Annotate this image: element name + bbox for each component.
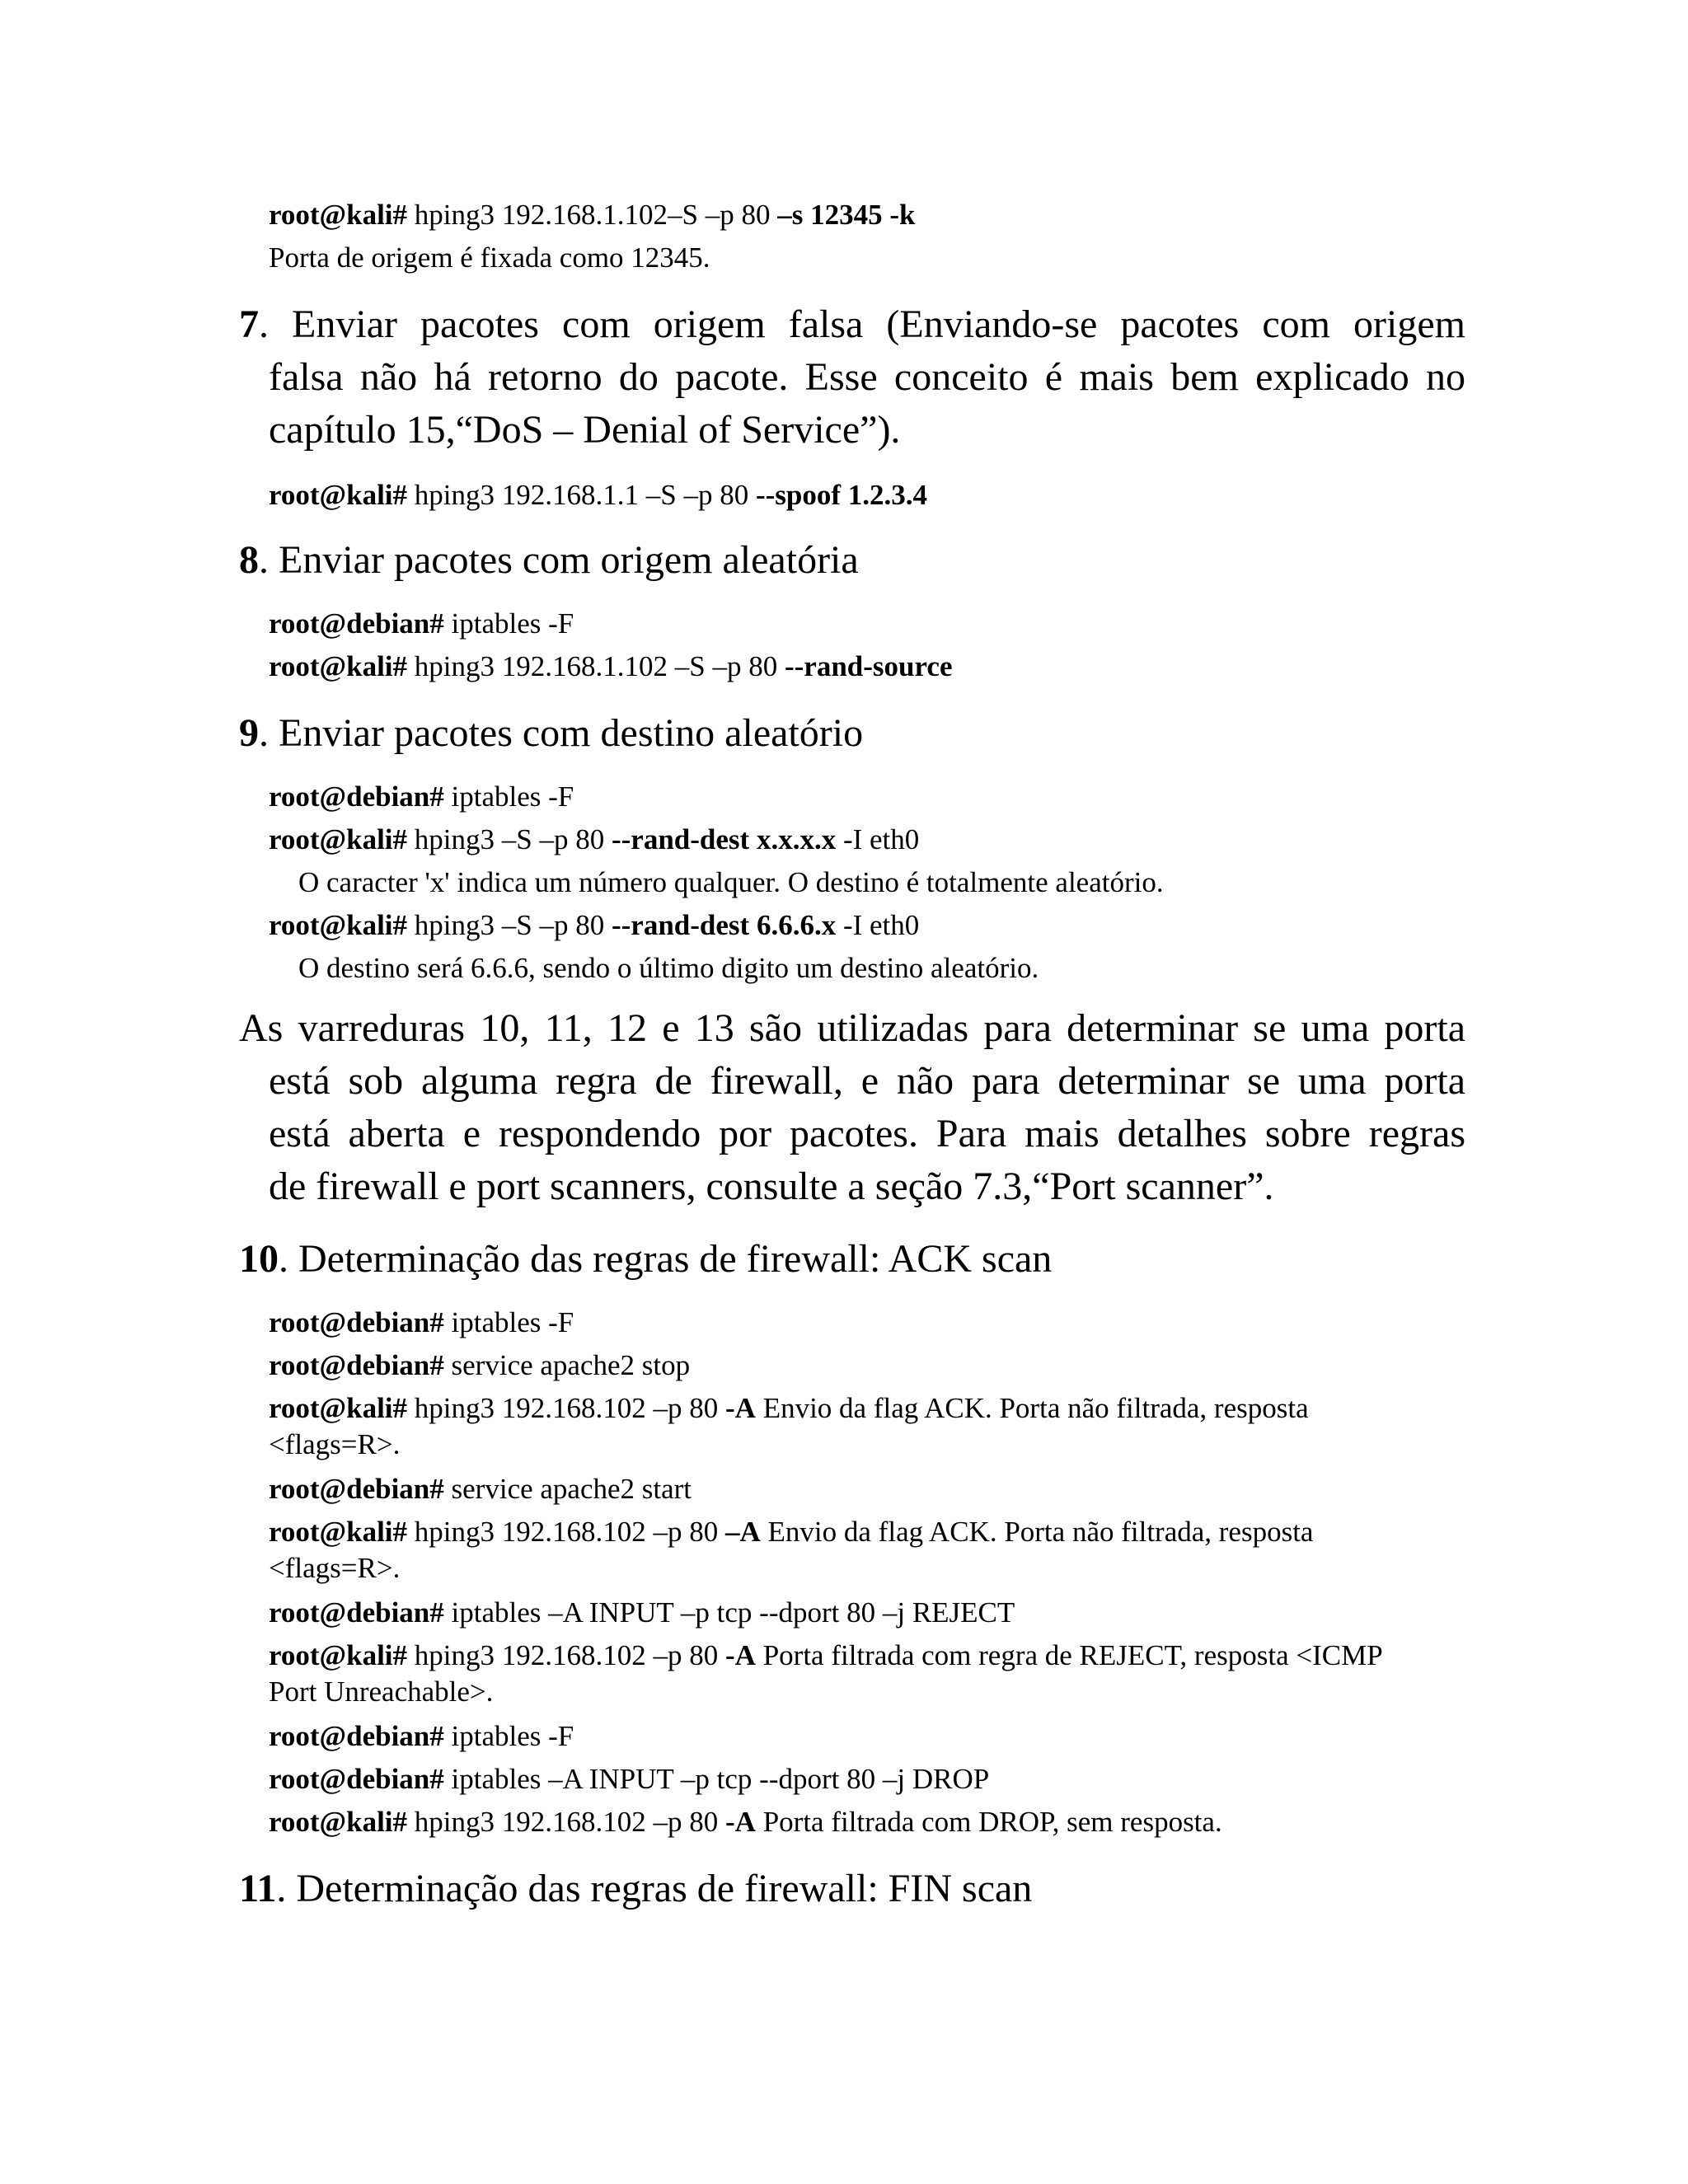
step-8-heading: 8. Enviar pacotes com origem aleatória <box>239 538 859 582</box>
command-line: root@debian# iptables –A INPUT –p tcp --dport 80 –j DROP <box>269 1763 990 1795</box>
command-line: root@debian# iptables -F <box>269 607 574 640</box>
command-line-continuation: <flags=R>. <box>269 1552 401 1584</box>
command-line: root@kali# hping3 192.168.102 –p 80 -A Porta filtrada com regra de REJECT, resposta <ICMP <box>269 1639 1383 1671</box>
step-7-heading: 7. Enviar pacotes com origem falsa (Enviando-se pacotes com origem falsa não há retorno do pacote. Esse conceito é mais bem explicado no capítulo 15,“DoS – Denial of Service”). <box>239 302 1465 452</box>
firewall-scan-paragraph: As varreduras 10, 11, 12 e 13 são utilizadas para determinar se uma porta está sob alguma regra de firewall, e não para determinar se uma porta está aberta e respondendo por pacotes. Para mais detalhes sobre regras de firewall e port scanners, consulte a seção 7.3,“Port scanner”. <box>239 1006 1465 1208</box>
command-line: root@debian# iptables -F <box>269 780 574 813</box>
step-10-heading: 10. Determinação das regras de firewall: ACK scan <box>239 1237 1053 1281</box>
command-line: root@kali# hping3 192.168.102 –p 80 –A Envio da flag ACK. Porta não filtrada, resposta <box>269 1516 1314 1548</box>
command-line: root@debian# service apache2 stop <box>269 1349 691 1381</box>
command-line: root@debian# iptables –A INPUT –p tcp --dport 80 –j REJECT <box>269 1596 1015 1629</box>
step-11-heading: 11. Determinação das regras de firewall: FIN scan <box>239 1867 1033 1910</box>
step-9-heading: 9. Enviar pacotes com destino aleatório <box>239 711 864 755</box>
command-note: O caracter 'x' indica um número qualquer. O destino é totalmente aleatório. <box>298 866 1164 898</box>
command-line-continuation: Port Unreachable>. <box>269 1675 494 1708</box>
command-line: root@kali# hping3 192.168.1.102 –S –p 80 --rand-source <box>269 650 953 682</box>
prompt: root@kali# <box>269 199 408 231</box>
command-line: root@kali# hping3 192.168.1.1 –S –p 80 --spoof 1.2.3.4 <box>269 479 928 511</box>
command-line: root@debian# service apache2 start <box>269 1473 692 1505</box>
command-line: root@kali# hping3 192.168.102 –p 80 -A Envio da flag ACK. Porta não filtrada, resposta <box>269 1392 1309 1424</box>
command-line: root@kali# hping3 –S –p 80 --rand-dest 6.6.6.x -I eth0 <box>269 909 920 941</box>
command-note: O destino será 6.6.6, sendo o último digito um destino aleatório. <box>298 952 1039 984</box>
command-line: root@kali# hping3 –S –p 80 --rand-dest x.x.x.x -I eth0 <box>269 823 920 855</box>
command-line: root@kali# hping3 192.168.1.102–S –p 80 –s 12345 -k <box>269 199 916 231</box>
command-line: root@kali# hping3 192.168.102 –p 80 -A Porta filtrada com DROP, sem resposta. <box>269 1806 1222 1838</box>
command-line: root@debian# iptables -F <box>269 1720 574 1752</box>
command-line-continuation: <flags=R>. <box>269 1428 401 1460</box>
command-line: root@debian# iptables -F <box>269 1306 574 1338</box>
command-note: Porta de origem é fixada como 12345. <box>269 241 710 274</box>
